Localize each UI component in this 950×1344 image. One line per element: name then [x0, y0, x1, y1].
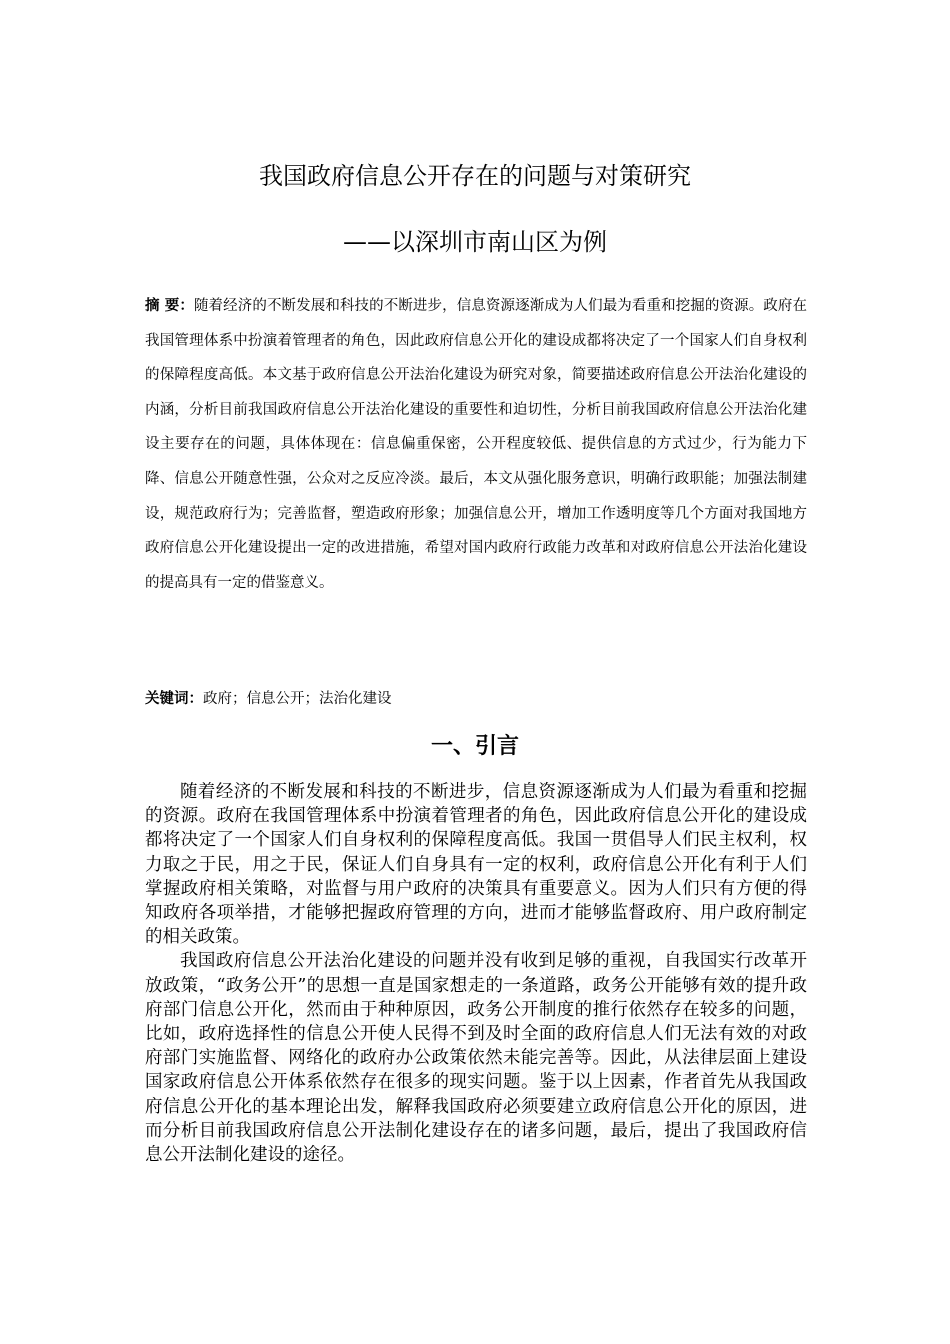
section-heading-introduction: 一、引言: [430, 734, 519, 759]
body-paragraph: 我国政府信息公开法治化建设的问题并没有收到足够的重视，自我国实行改革开放政策，“政务公开”的思想一直是国家想走的一条道路，政务公开能够有效的提升政府部门信息公开化，然而由于种种原因，政务公开制度的推行依然存在较多的问题，比如，政府选择性的信息公开使人民得不到及时全面的政府信息人们无法有效的对政府部门实施监督、网络化的政府办公政策依然未能完善等。因此，从法律层面上建设国家政府信息公开体系依然存在很多的现实问题。鉴于以上因素，作者首先从我国政府信息公开化的基本理论出发，解释我国政府必须要建立政府信息公开化的原因，进而分析目前我国政府信息公开法制化建设存在的诸多问题，最后，提出了我国政府信息公开法制化建设的途径。: [145, 951, 807, 1166]
body-paragraph: 随着经济的不断发展和科技的不断进步，信息资源逐渐成为人们最为看重和挖掘的资源。政府在我国管理体系中扮演着管理者的角色，因此政府信息公开化的建设成都将决定了一个国家人们自身权利的保障程度高低。我国一贯倡导人们民主权利，权力取之于民，用之于民，保证人们自身具有一定的权利，政府信息公开化有利于人们掌握政府相关策略，对监督与用户政府的决策具有重要意义。因为人们只有方便的得知政府各项举措，才能够把握政府管理的方向，进而才能够监督政府、用户政府制定的相关政策。: [145, 782, 807, 948]
abstract-text: 随着经济的不断发展和科技的不断进步，信息资源逐渐成为人们最为看重和挖掘的资源。政府在我国管理体系中扮演着管理者的角色，因此政府信息公开化的建设成都将决定了一个国家人们自身权利的保障程度高低。本文基于政府信息公开法治化建设为研究对象，简要描述政府信息公开法治化建设的内涵，分析目前我国政府信息公开法治化建设的重要性和迫切性，分析目前我国政府信息公开法治化建设主要存在的问题，具体体现在：信息偏重保密，公开程度较低、提供信息的方式过少，行为能力下降、信息公开随意性强，公众对之反应冷淡。最后，本文从强化服务意识，明确行政职能；加强法制建设，规范政府行为；完善监督，塑造政府形象；加强信息公开，增加工作透明度等几个方面对我国地方政府信息公开化建设提出一定的改进措施，希望对国内政府行政能力改革和对政府信息公开法治化建设的提高具有一定的借鉴意义。: [145, 298, 807, 591]
section-body: [145, 780, 807, 1167]
paper-title: 我国政府信息公开存在的问题与对策研究: [259, 162, 691, 190]
keywords: [145, 684, 807, 714]
abstract-label: 摘 要：: [145, 298, 194, 314]
keywords-label: 关键词：: [145, 691, 203, 707]
keywords-text: 政府；信息公开；法治化建设: [203, 691, 392, 707]
abstract: [145, 289, 807, 600]
paper-subtitle: ——以深圳市南山区为例: [343, 228, 607, 256]
